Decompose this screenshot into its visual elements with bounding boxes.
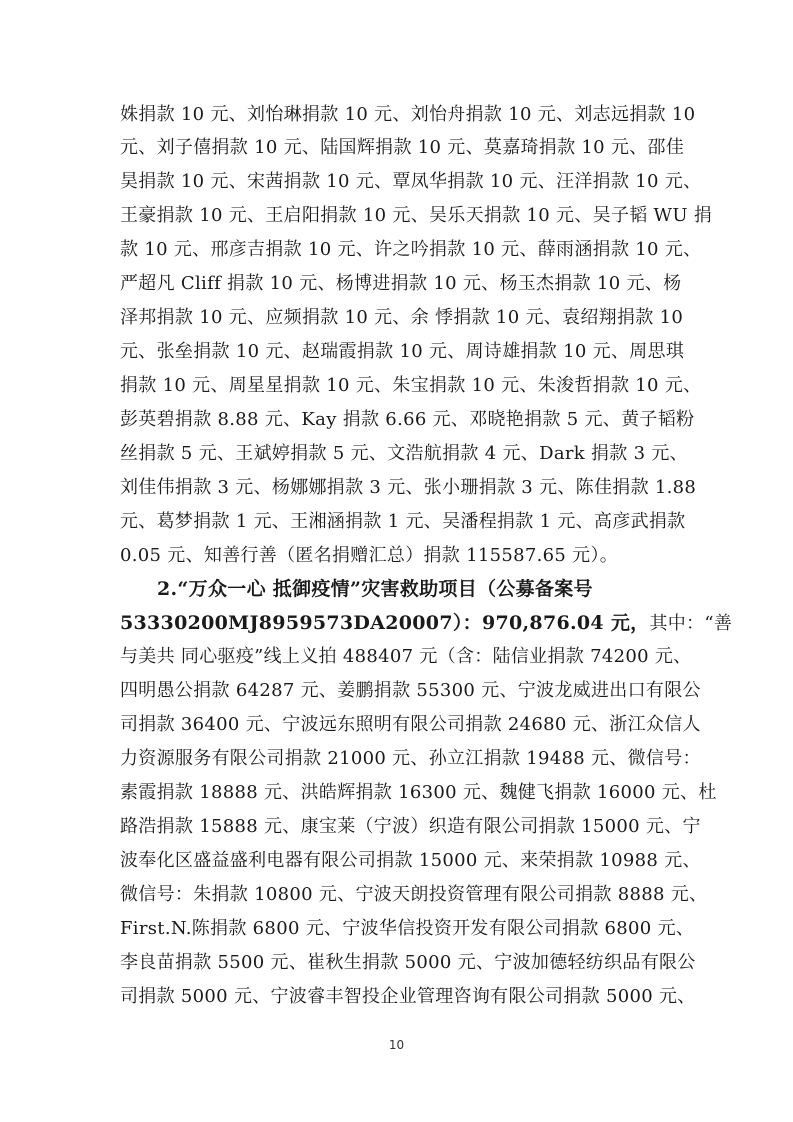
body-line: 四明愚公捐款 64287 元、姜鹏捐款 55300 元、宁波龙威进出口有限公 bbox=[120, 680, 701, 701]
body-line: 严超凡 Cliff 捐款 10 元、杨博进捐款 10 元、杨玉杰捐款 10 元、杨 bbox=[120, 273, 682, 294]
section-heading: 2.“万众一心 抵御疫情”灾害救助项目（公募备案号 bbox=[157, 578, 593, 600]
body-line: First.N.陈捐款 6800 元、宁波华信投资开发有限公司捐款 6800 元、 bbox=[120, 918, 695, 939]
body-line: 元、葛梦捐款 1 元、王湘涵捐款 1 元、吴潘程捐款 1 元、高彦武捐款 bbox=[120, 511, 686, 532]
body-line: 与美共 同心驱疫”线上义拍 488407 元（含：陆信业捐款 74200 元、 bbox=[120, 646, 692, 667]
body-line: 力资源服务有限公司捐款 21000 元、孙立江捐款 19488 元、微信号： bbox=[120, 748, 701, 769]
body-line: 昊捐款 10 元、宋茜捐款 10 元、覃凤华捐款 10 元、汪洋捐款 10 元、 bbox=[120, 171, 702, 192]
body-line: 波奉化区盛益盛利电器有限公司捐款 15000 元、来荣捐款 10988 元、 bbox=[120, 850, 701, 871]
body-line: 彭英碧捐款 8.88 元、Kay 捐款 6.66 元、邓晓艳捐款 5 元、黄子韬粉 bbox=[120, 409, 695, 430]
body-line: 司捐款 5000 元、宁波睿丰智投企业管理咨询有限公司捐款 5000 元、 bbox=[120, 986, 696, 1007]
body-line: 元、张垒捐款 10 元、赵瑞霞捐款 10 元、周诗雄捐款 10 元、周思琪 bbox=[120, 341, 685, 362]
body-line: 王豪捐款 10 元、王启阳捐款 10 元、吴乐天捐款 10 元、吴子韬 WU 捐 bbox=[120, 205, 713, 226]
body-line: 司捐款 36400 元、宁波远东照明有限公司捐款 24680 元、浙江众信人 bbox=[120, 714, 701, 735]
body-line: 0.05 元、知善行善（匿名捐赠汇总）捐款 115587.65 元）。 bbox=[120, 545, 619, 566]
body-line: 李良苗捐款 5500 元、崔秋生捐款 5000 元、宁波加德轻纺织品有限公 bbox=[120, 952, 696, 973]
body-line: 刘佳伟捐款 3 元、杨娜娜捐款 3 元、张小珊捐款 3 元、陈佳捐款 1.88 bbox=[120, 477, 697, 498]
body-line: 微信号：朱捐款 10800 元、宁波天朗投资管理有限公司捐款 8888 元、 bbox=[120, 884, 708, 905]
body-line: 路浩捐款 15888 元、康宝莱（宁波）织造有限公司捐款 15000 元、宁 bbox=[120, 816, 701, 837]
body-line: 款 10 元、邢彦吉捐款 10 元、许之吟捐款 10 元、薛雨涵捐款 10 元、 bbox=[120, 239, 702, 260]
body-line: 姝捐款 10 元、刘怡琳捐款 10 元、刘怡舟捐款 10 元、刘志远捐款 10 bbox=[120, 104, 696, 125]
body-line: 素霞捐款 18888 元、洪皓辉捐款 16300 元、魏健飞捐款 16000 元、杜 bbox=[120, 782, 717, 803]
body-line: 捐款 10 元、周星星捐款 10 元、朱宝捐款 10 元、朱浚哲捐款 10 元、 bbox=[120, 375, 702, 396]
page-number: 10 bbox=[388, 1038, 405, 1052]
body-line: 丝捐款 5 元、王斌婷捐款 5 元、文浩航捐款 4 元、Dark 捐款 3 元、 bbox=[120, 443, 688, 464]
body-line: 元、刘子僖捐款 10 元、陆国辉捐款 10 元、莫嘉琦捐款 10 元、邵佳 bbox=[120, 137, 685, 158]
body-line: 泽邦捐款 10 元、应频捐款 10 元、余 悸捐款 10 元、袁绍翔捐款 10 bbox=[120, 307, 684, 328]
section-heading-continuation: 其中：“善 bbox=[649, 613, 733, 634]
section-heading-line2 bbox=[120, 611, 733, 636]
section-heading-amount: 53330200MJ8959573DA20007）：970,876.04 元， bbox=[120, 612, 650, 634]
